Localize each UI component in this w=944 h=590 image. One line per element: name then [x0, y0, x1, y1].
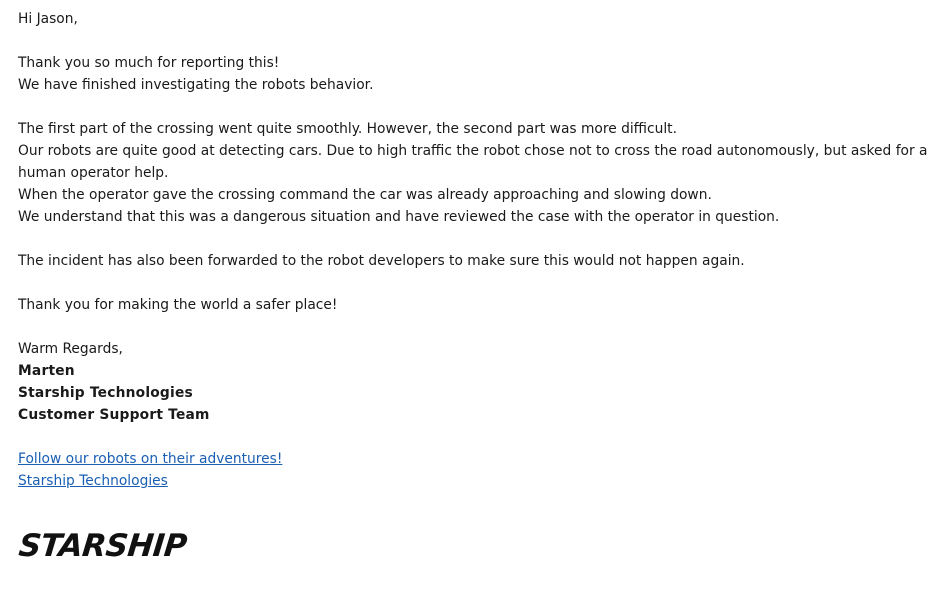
signature-company: Starship Technologies — [18, 385, 193, 401]
thanks-line: Thank you for making the world a safer place! — [18, 297, 338, 313]
spacer — [18, 426, 928, 448]
signature-closing: Warm Regards, — [18, 341, 123, 357]
starship-technologies-link[interactable]: Starship Technologies — [18, 473, 168, 489]
spacer — [18, 96, 928, 118]
link-row-company — [18, 470, 928, 492]
detail-line-3: When the operator gave the crossing command the car was already approaching and slowing down. — [18, 187, 712, 203]
signature-name: Marten — [18, 363, 75, 379]
intro-line-1: Thank you so much for reporting this! — [18, 55, 280, 71]
signature-team: Customer Support Team — [18, 407, 210, 423]
link-row-adventures — [18, 448, 928, 470]
follow-robots-link[interactable]: Follow our robots on their adventures! — [18, 451, 283, 467]
starship-logo — [17, 528, 201, 564]
detail-line-4: We understand that this was a dangerous situation and have reviewed the case with the operator in question. — [18, 209, 780, 225]
spacer — [18, 228, 928, 250]
forwarded-line: The incident has also been forwarded to the robot developers to make sure this would not happen again. — [18, 253, 745, 269]
spacer — [18, 30, 928, 52]
spacer — [18, 316, 928, 338]
intro-line-2: We have finished investigating the robots behavior. — [18, 77, 374, 93]
email-body — [18, 8, 928, 492]
detail-line-2: Our robots are quite good at detecting cars. Due to high traffic the robot chose not to cross the road autonomously, but asked for a human operator help. — [18, 143, 928, 181]
starship-logo-text: STARSHIP — [17, 528, 189, 564]
greeting: Hi Jason, — [18, 11, 78, 27]
detail-line-1: The first part of the crossing went quite smoothly. However, the second part was more difficult. — [18, 121, 677, 137]
spacer — [18, 272, 928, 294]
